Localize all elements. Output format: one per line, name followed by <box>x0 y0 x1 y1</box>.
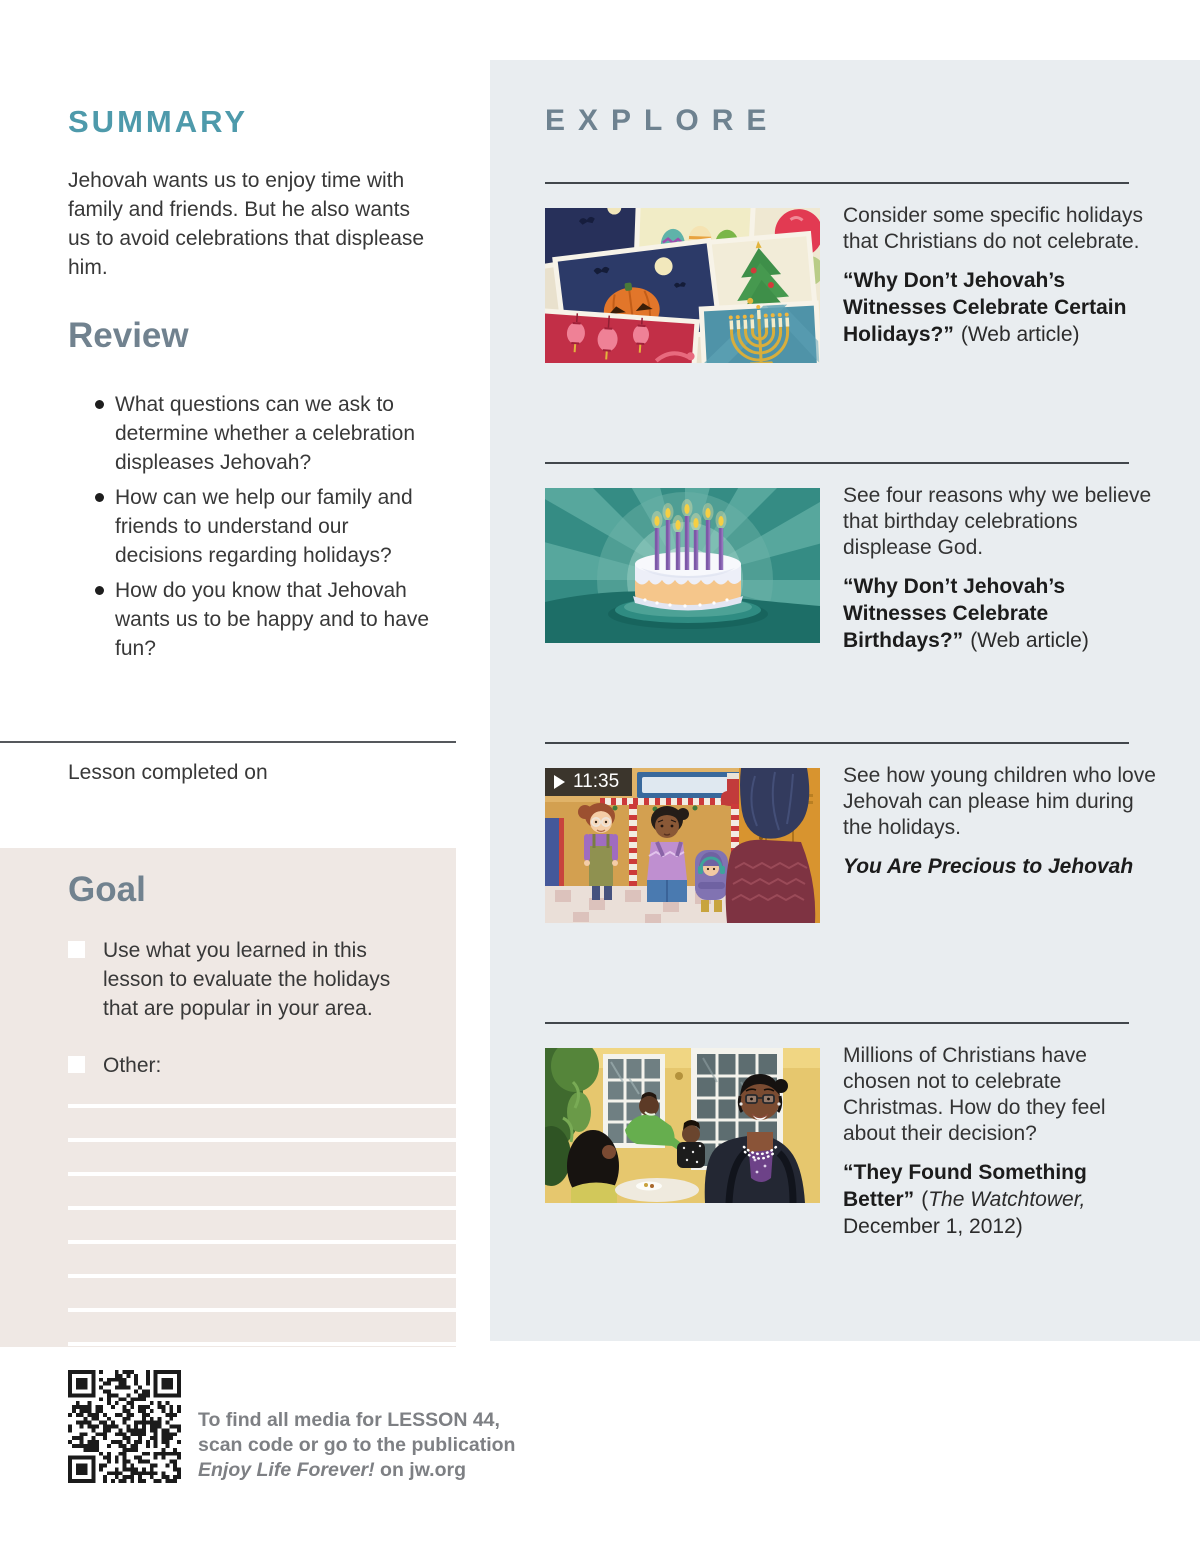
writing-line[interactable] <box>68 1206 456 1210</box>
explore-item <box>545 204 1167 368</box>
goal-section <box>0 848 456 1347</box>
writing-line[interactable] <box>68 1138 456 1142</box>
article-title-link[interactable]: “They Found Something Better” <box>843 1161 1087 1211</box>
qr-code <box>68 1370 181 1483</box>
explore-item-text <box>843 1043 1157 1240</box>
goal-checkbox-other[interactable] <box>68 1056 85 1073</box>
article-source-date: December 1, 2012) <box>843 1215 1023 1238</box>
article-source: (Web article) <box>960 323 1080 346</box>
article-source-text: ( <box>921 1188 929 1211</box>
writing-line[interactable] <box>68 1104 456 1108</box>
goal-item <box>68 936 413 1023</box>
video-duration: 11:35 <box>573 771 620 792</box>
goal-heading: Goal <box>68 870 146 909</box>
summary-heading: SUMMARY <box>68 104 249 139</box>
play-icon <box>554 775 565 789</box>
family-photo-illustration <box>545 1048 820 1203</box>
explore-heading: EXPLORE <box>545 104 780 137</box>
goal-item-label: Use what you learned in this lesson to evaluate the holidays that are popular in your area. <box>103 939 391 1020</box>
explore-item-description: See how young children who love Jehovah can please him during the holidays. <box>843 764 1156 839</box>
writing-line[interactable] <box>68 1240 456 1244</box>
writing-line[interactable] <box>68 1274 456 1278</box>
article-title-link[interactable]: “Why Don’t Jehovah’s Witnesses Celebrate Certain Holidays?” <box>843 269 1127 346</box>
explore-item-description: Consider some specific holidays that Christians do not celebrate. <box>843 204 1143 253</box>
explore-item-text <box>843 483 1157 654</box>
explore-divider <box>545 462 1129 464</box>
explore-item-description: Millions of Christians have chosen not to celebrate Christmas. How do they feel about their decision? <box>843 1044 1106 1145</box>
explore-item <box>545 484 1167 652</box>
writing-line[interactable] <box>68 1342 456 1346</box>
explore-divider <box>545 182 1129 184</box>
review-heading: Review <box>68 316 189 355</box>
qr-caption <box>198 1408 515 1483</box>
explore-item-description: See four reasons why we believe that birthday celebrations displease God. <box>843 484 1152 559</box>
lesson-completed-label: Lesson completed on <box>68 761 268 784</box>
explore-divider <box>545 742 1129 744</box>
family-photo-thumbnail[interactable] <box>545 1048 820 1203</box>
birthday-cake-thumbnail[interactable] <box>545 488 820 643</box>
holiday-collage-thumbnail[interactable] <box>545 208 820 363</box>
goal-item-other <box>68 1051 413 1080</box>
goal-checkbox[interactable] <box>68 941 85 958</box>
article-source-publication: The Watchtower, <box>928 1188 1086 1211</box>
writing-line[interactable] <box>68 1308 456 1312</box>
review-question: How can we help our family and friends to understand our decisions regarding holidays? <box>68 483 440 570</box>
explore-item-text <box>843 763 1157 880</box>
explore-item <box>545 1044 1167 1238</box>
explore-panel <box>490 60 1200 1341</box>
video-thumbnail[interactable] <box>545 768 820 923</box>
article-source: (Web article) <box>970 629 1089 652</box>
writing-line[interactable] <box>68 1172 456 1176</box>
qr-caption-line: scan code or go to the publication <box>198 1434 516 1456</box>
qr-caption-line: on jw.org <box>374 1459 466 1481</box>
qr-caption-line: To find all media for LESSON 44, <box>198 1409 500 1431</box>
review-question: How do you know that Jehovah wants us to be happy and to have fun? <box>68 576 440 663</box>
birthday-cake-illustration <box>545 488 820 643</box>
divider <box>0 741 456 743</box>
video-title-link[interactable]: You Are Precious to Jehovah <box>843 855 1134 878</box>
explore-item-text <box>843 203 1157 348</box>
video-duration-badge <box>545 768 632 796</box>
holiday-collage-illustration <box>545 208 820 363</box>
goal-item-label: Other: <box>103 1054 162 1077</box>
review-question-list <box>68 390 440 669</box>
explore-divider <box>545 1022 1129 1024</box>
publication-title: Enjoy Life Forever! <box>198 1459 375 1481</box>
article-title-link[interactable]: “Why Don’t Jehovah’s Witnesses Celebrate Birthdays?” <box>843 575 1066 652</box>
summary-text: Jehovah wants us to enjoy time with family and friends. But he also wants us to avoid celebrations that displease him. <box>68 169 425 279</box>
explore-item <box>545 764 1167 928</box>
review-question: What questions can we ask to determine whether a celebration displeases Jehovah? <box>68 390 440 477</box>
